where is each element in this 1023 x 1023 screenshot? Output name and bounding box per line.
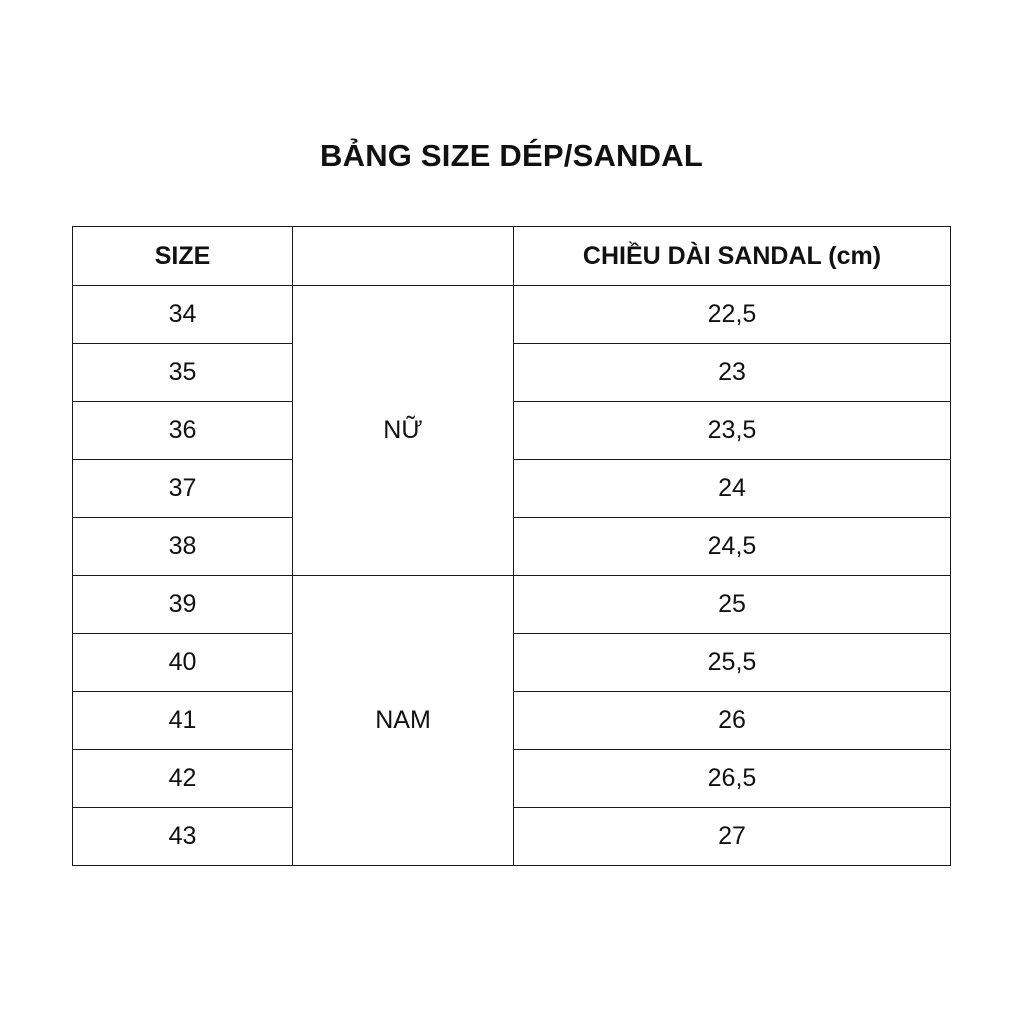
length-cell: 26,5 <box>514 750 951 808</box>
length-cell: 24 <box>514 460 951 518</box>
size-cell: 42 <box>73 750 293 808</box>
length-cell: 25 <box>514 576 951 634</box>
page-title: BẢNG SIZE DÉP/SANDAL <box>320 138 703 173</box>
size-cell: 43 <box>73 808 293 866</box>
length-cell: 22,5 <box>514 286 951 344</box>
size-cell: 37 <box>73 460 293 518</box>
gender-cell-female: NỮ <box>293 286 514 576</box>
length-cell: 23,5 <box>514 402 951 460</box>
length-cell: 27 <box>514 808 951 866</box>
size-cell: 35 <box>73 344 293 402</box>
table-row <box>73 286 951 344</box>
size-cell: 39 <box>73 576 293 634</box>
size-cell: 36 <box>73 402 293 460</box>
header-size: SIZE <box>73 227 293 286</box>
header-gender <box>293 227 514 286</box>
size-cell: 40 <box>73 634 293 692</box>
header-length: CHIỀU DÀI SANDAL (cm) <box>514 227 951 286</box>
table-header-row <box>73 227 951 286</box>
length-cell: 24,5 <box>514 518 951 576</box>
length-cell: 26 <box>514 692 951 750</box>
gender-cell-male: NAM <box>293 576 514 866</box>
size-cell: 41 <box>73 692 293 750</box>
length-cell: 23 <box>514 344 951 402</box>
size-cell: 38 <box>73 518 293 576</box>
table-row <box>73 576 951 634</box>
length-cell: 25,5 <box>514 634 951 692</box>
size-chart-table <box>72 226 951 866</box>
size-cell: 34 <box>73 286 293 344</box>
